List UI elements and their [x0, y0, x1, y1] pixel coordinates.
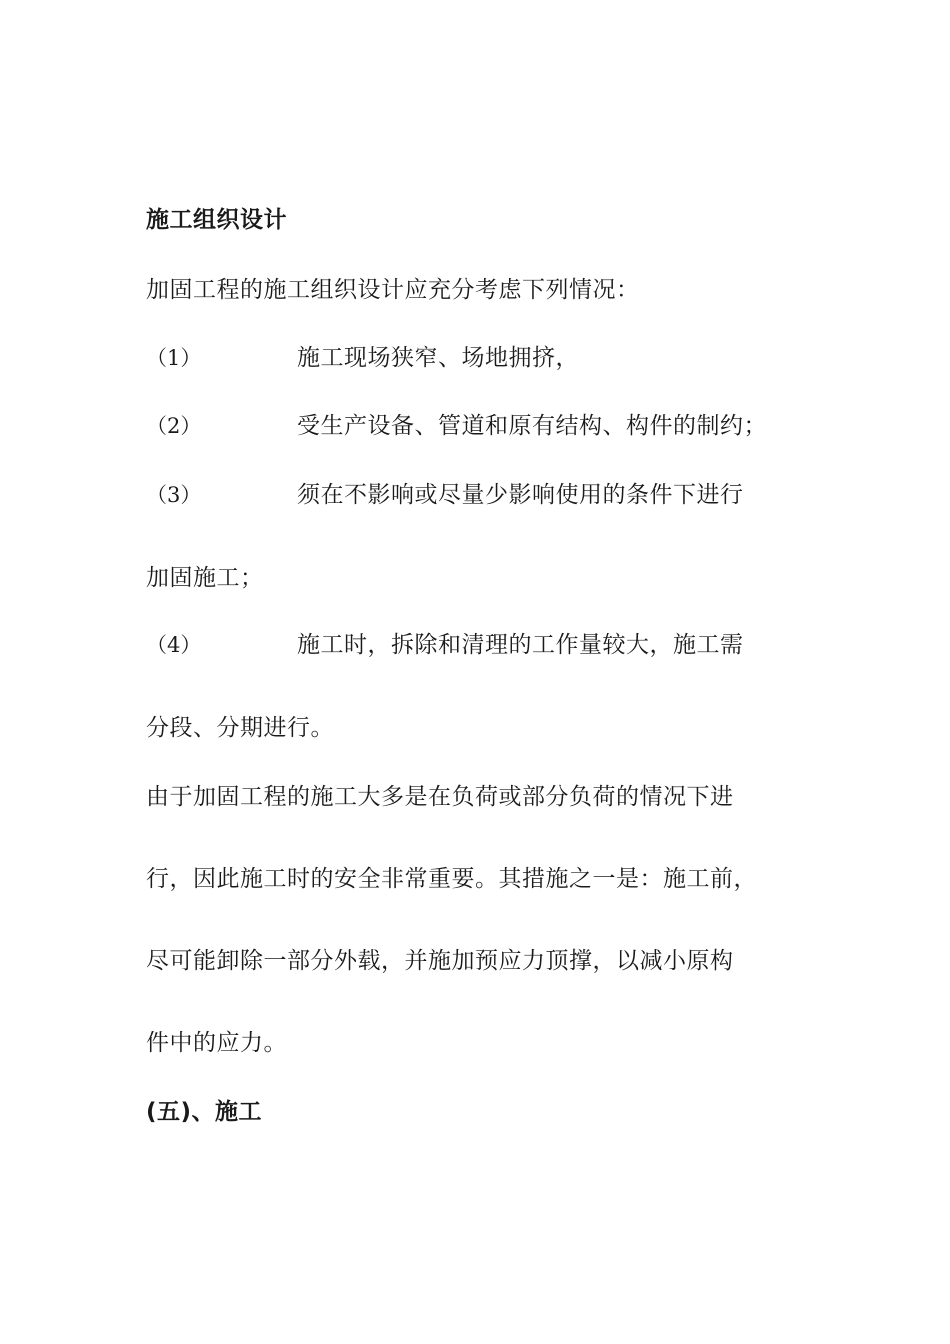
list-item-continuation: 加固施工； [146, 565, 264, 591]
list-item-text: 施工时，拆除和清理的工作量较大，施工需 [297, 632, 744, 658]
intro-text: 加固工程的施工组织设计应充分考虑下列情况： [146, 277, 640, 303]
paragraph-line: 尽可能卸除一部分外载，并施加预应力顶撑，以减小原构 [146, 948, 734, 974]
paragraph-line: 件中的应力。 [146, 1030, 287, 1056]
list-item-text: 须在不影响或尽量少影响使用的条件下进行 [297, 482, 744, 508]
list-item-continuation: 分段、分期进行。 [146, 715, 334, 741]
list-item-number: （3） [146, 483, 202, 507]
paragraph-line: 由于加固工程的施工大多是在负荷或部分负荷的情况下进 [146, 784, 734, 810]
section-title: 施工组织设计 [146, 207, 287, 233]
paragraph-line: 行，因此施工时的安全非常重要。其措施之一是：施工前， [146, 866, 757, 892]
list-item-number: （1） [146, 346, 202, 370]
list-item-text: 受生产设备、管道和原有结构、构件的制约； [297, 413, 767, 439]
list-item-text: 施工现场狭窄、场地拥挤， [297, 345, 579, 371]
section-heading: (五)、施工 [146, 1099, 263, 1125]
list-item-number: （2） [146, 414, 202, 438]
list-item-number: （4） [146, 633, 202, 657]
